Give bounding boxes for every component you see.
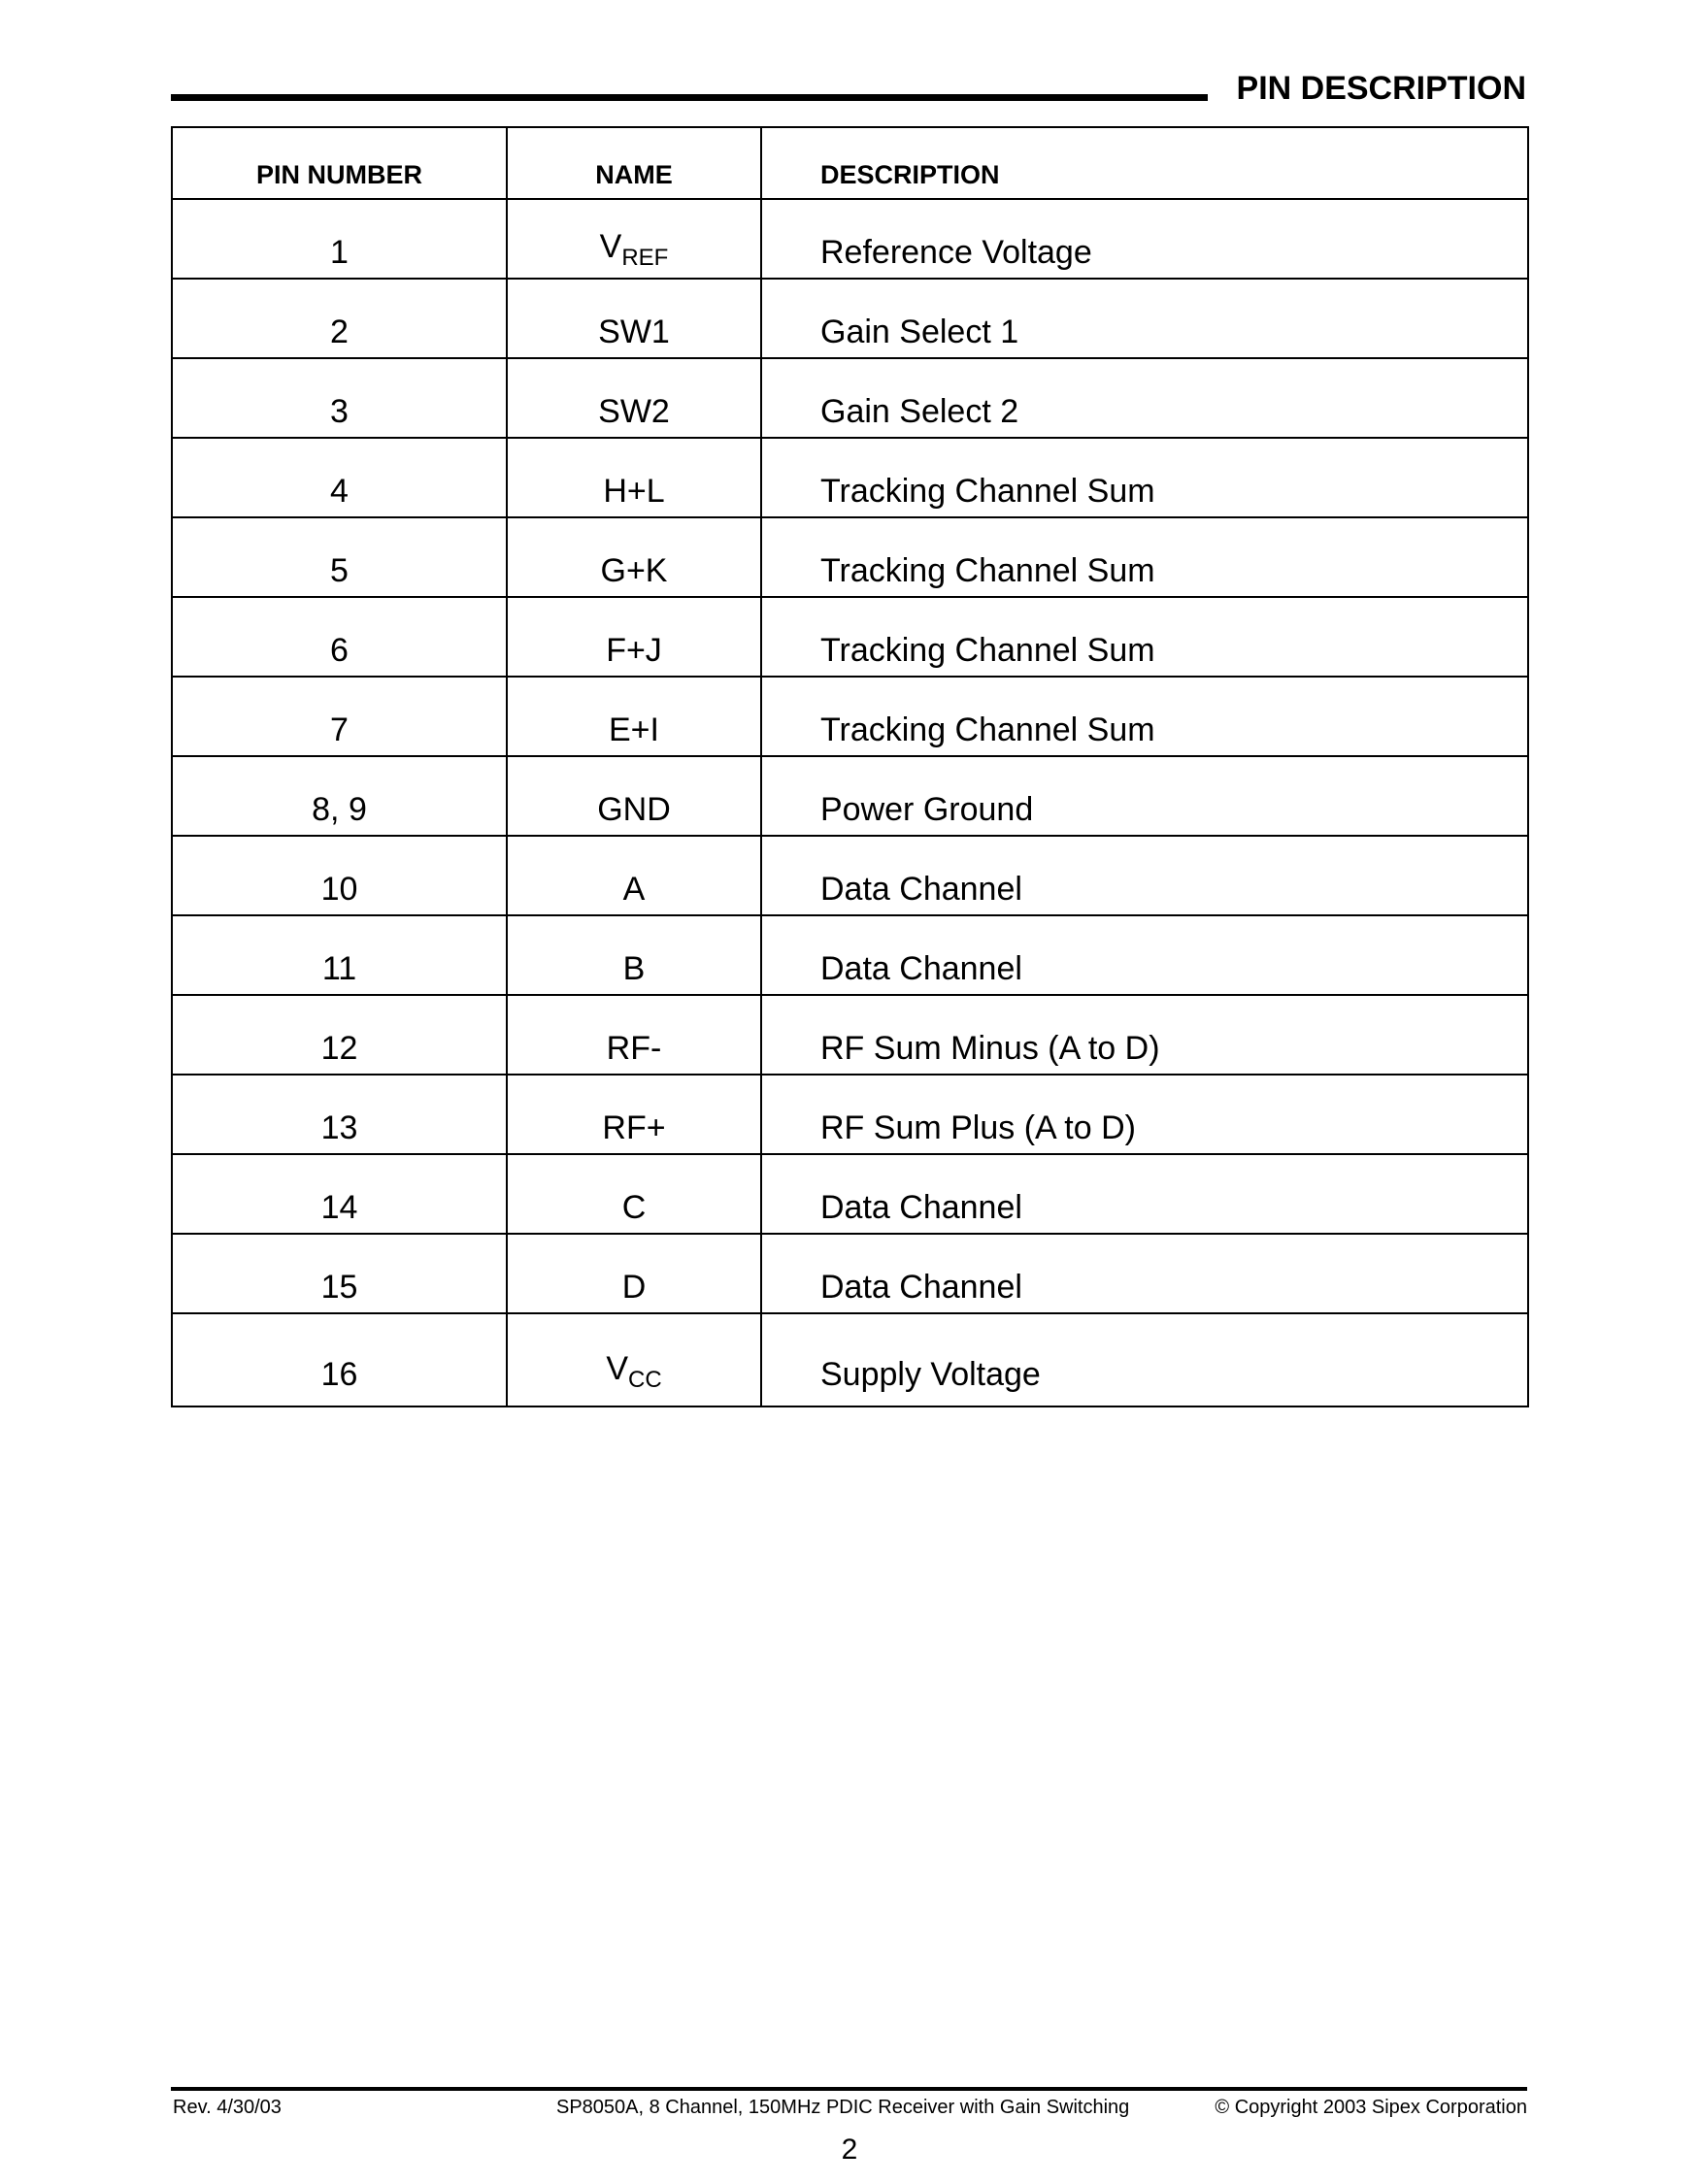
- pin-description-cell: Power Ground: [761, 756, 1528, 836]
- table-row: [172, 677, 1528, 756]
- pin-number-cell: 1: [172, 199, 507, 279]
- pin-description-cell: Supply Voltage: [761, 1313, 1528, 1406]
- pin-name: A: [622, 871, 646, 908]
- pin-description-cell: Tracking Channel Sum: [761, 517, 1528, 597]
- pin-name-cell: [507, 597, 761, 677]
- pin-description-cell: Data Channel: [761, 915, 1528, 995]
- pin-name-cell: [507, 517, 761, 597]
- table-body: [172, 199, 1528, 1406]
- table-row: [172, 1075, 1528, 1154]
- table-header-row: [172, 127, 1528, 199]
- pin-number-cell: 14: [172, 1154, 507, 1234]
- pin-number-cell: 8, 9: [172, 756, 507, 836]
- pin-description-cell: RF Sum Minus (A to D): [761, 995, 1528, 1075]
- header-rule: [171, 94, 1208, 101]
- footer-copyright: © Copyright 2003 Sipex Corporation: [1215, 2097, 1527, 2118]
- pin-description-cell: Data Channel: [761, 836, 1528, 915]
- pin-name-cell: [507, 1154, 761, 1234]
- table-row: [172, 199, 1528, 279]
- table-row: [172, 915, 1528, 995]
- pin-number-cell: 16: [172, 1313, 507, 1406]
- pin-name: B: [622, 950, 646, 987]
- section-title: PIN DESCRIPTION: [1236, 70, 1526, 107]
- pin-number-cell: 7: [172, 677, 507, 756]
- table-row: [172, 836, 1528, 915]
- pin-number-cell: 10: [172, 836, 507, 915]
- pin-name: H+L: [603, 473, 665, 510]
- table-row: [172, 756, 1528, 836]
- footer-product: SP8050A, 8 Channel, 150MHz PDIC Receiver with Gain Switching: [556, 2097, 1130, 2118]
- pin-number-cell: 4: [172, 438, 507, 517]
- pin-number-cell: 12: [172, 995, 507, 1075]
- pin-description-cell: Data Channel: [761, 1154, 1528, 1234]
- pin-description-cell: Tracking Channel Sum: [761, 597, 1528, 677]
- pin-number-cell: 3: [172, 358, 507, 438]
- pin-name-cell: [507, 1075, 761, 1154]
- pin-name-cell: [507, 1313, 761, 1406]
- pin-number-cell: 13: [172, 1075, 507, 1154]
- table-row: [172, 597, 1528, 677]
- table-row: [172, 995, 1528, 1075]
- pin-name: E+I: [609, 711, 659, 748]
- pin-number-cell: 15: [172, 1234, 507, 1313]
- pin-description-cell: RF Sum Plus (A to D): [761, 1075, 1528, 1154]
- pin-number-cell: 5: [172, 517, 507, 597]
- pin-name-cell: [507, 358, 761, 438]
- footer-revision: Rev. 4/30/03: [173, 2097, 282, 2118]
- pin-description-cell: Gain Select 2: [761, 358, 1528, 438]
- page-number: 2: [841, 2134, 858, 2166]
- pin-name-cell: [507, 915, 761, 995]
- pin-number-cell: 11: [172, 915, 507, 995]
- table-row: [172, 279, 1528, 358]
- table-row: [172, 1234, 1528, 1313]
- pin-name: V: [599, 228, 622, 265]
- pin-name: GND: [597, 791, 671, 828]
- pin-name: RF+: [602, 1109, 666, 1146]
- table-row: [172, 438, 1528, 517]
- column-header-description: DESCRIPTION: [761, 127, 1528, 199]
- column-header-pin-number: PIN NUMBER: [172, 127, 507, 199]
- pin-name: G+K: [600, 552, 668, 589]
- pin-name-cell: [507, 199, 761, 279]
- pin-name-cell: [507, 677, 761, 756]
- table-row: [172, 1154, 1528, 1234]
- pin-name: F+J: [606, 632, 662, 669]
- pin-name: SW1: [598, 314, 670, 350]
- pin-number-cell: 2: [172, 279, 507, 358]
- pin-description-cell: Data Channel: [761, 1234, 1528, 1313]
- pin-description-cell: Tracking Channel Sum: [761, 438, 1528, 517]
- footer-rule: [171, 2087, 1527, 2091]
- table-row: [172, 517, 1528, 597]
- pin-name-cell: [507, 756, 761, 836]
- pin-name: SW2: [598, 393, 670, 430]
- pin-description-cell: Reference Voltage: [761, 199, 1528, 279]
- pin-name-cell: [507, 279, 761, 358]
- pin-description-table: [171, 126, 1529, 1407]
- pin-name: V: [606, 1350, 628, 1387]
- pin-name-cell: [507, 438, 761, 517]
- table-row: [172, 358, 1528, 438]
- pin-name-subscript: REF: [621, 245, 669, 271]
- pin-name: C: [621, 1189, 647, 1226]
- pin-name: RF-: [606, 1030, 662, 1067]
- pin-name-cell: [507, 995, 761, 1075]
- pin-name-cell: [507, 1234, 761, 1313]
- pin-description-cell: Gain Select 1: [761, 279, 1528, 358]
- pin-number-cell: 6: [172, 597, 507, 677]
- table-row: [172, 1313, 1528, 1406]
- pin-name-cell: [507, 836, 761, 915]
- pin-description-cell: Tracking Channel Sum: [761, 677, 1528, 756]
- pin-name: D: [621, 1269, 647, 1306]
- column-header-name: NAME: [507, 127, 761, 199]
- pin-name-subscript: CC: [628, 1367, 662, 1393]
